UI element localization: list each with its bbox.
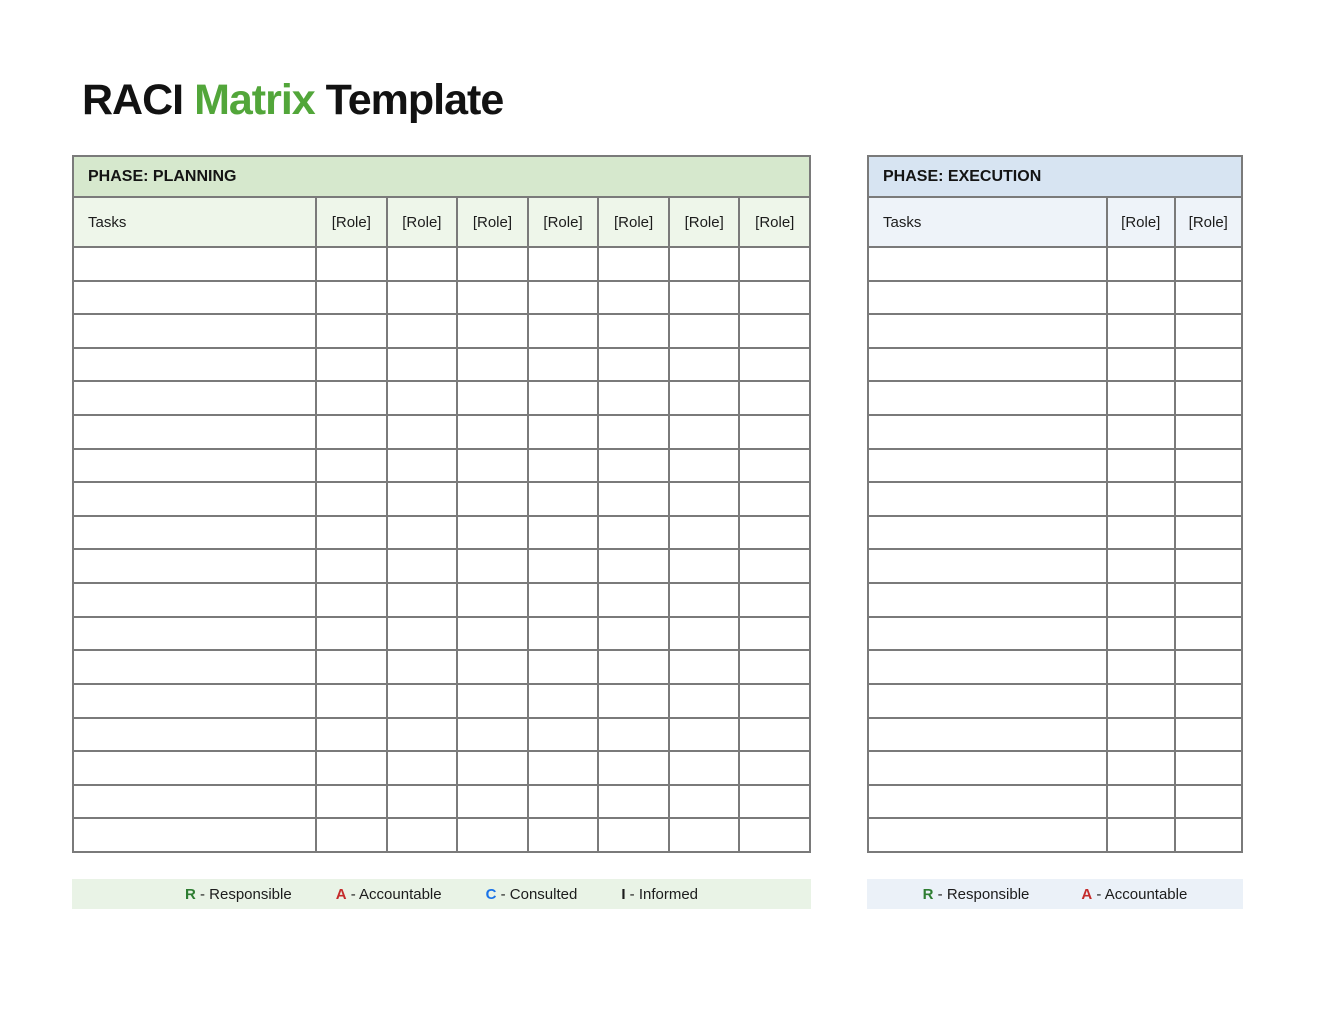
execution-table — [867, 155, 1243, 853]
raci-cell[interactable] — [315, 483, 386, 515]
raci-cell[interactable] — [668, 550, 739, 582]
raci-cell[interactable] — [456, 315, 527, 347]
page-title — [82, 76, 503, 125]
raci-cell[interactable] — [315, 382, 386, 414]
table-row — [869, 382, 1241, 416]
table-row — [74, 517, 809, 551]
legend-letter: C — [485, 885, 497, 903]
raci-cell[interactable] — [1174, 819, 1242, 851]
raci-cell[interactable] — [315, 450, 386, 482]
raci-cell[interactable] — [1106, 651, 1174, 683]
raci-cell[interactable] — [1174, 719, 1242, 751]
raci-cell[interactable] — [527, 584, 598, 616]
table-row — [869, 651, 1241, 685]
raci-cell[interactable] — [668, 819, 739, 851]
task-cell[interactable] — [74, 719, 315, 751]
raci-cell[interactable] — [527, 248, 598, 280]
task-cell[interactable] — [74, 248, 315, 280]
task-cell[interactable] — [869, 315, 1106, 347]
raci-cell[interactable] — [1106, 382, 1174, 414]
raci-cell[interactable] — [527, 752, 598, 784]
raci-cell[interactable] — [456, 416, 527, 448]
raci-cell[interactable] — [386, 819, 457, 851]
legend-item-informed — [621, 886, 698, 903]
planning-column-header-row — [74, 198, 809, 248]
raci-cell[interactable] — [1106, 550, 1174, 582]
raci-cell[interactable] — [386, 315, 457, 347]
raci-cell[interactable] — [738, 618, 809, 650]
raci-cell[interactable] — [1174, 786, 1242, 818]
raci-cell[interactable] — [386, 483, 457, 515]
table-row — [869, 786, 1241, 820]
raci-cell[interactable] — [1106, 752, 1174, 784]
raci-cell[interactable] — [668, 786, 739, 818]
raci-cell[interactable] — [738, 517, 809, 549]
title-part-3: Template — [314, 76, 504, 124]
raci-cell[interactable] — [738, 719, 809, 751]
raci-cell[interactable] — [456, 550, 527, 582]
raci-cell[interactable] — [1106, 315, 1174, 347]
raci-cell[interactable] — [527, 550, 598, 582]
table-row — [74, 685, 809, 719]
task-cell[interactable] — [869, 651, 1106, 683]
raci-cell[interactable] — [1174, 584, 1242, 616]
table-row — [869, 618, 1241, 652]
raci-cell[interactable] — [668, 685, 739, 717]
raci-cell[interactable] — [1106, 819, 1174, 851]
raci-cell[interactable] — [527, 651, 598, 683]
table-row — [74, 719, 809, 753]
raci-cell[interactable] — [1106, 719, 1174, 751]
legend-label: - Responsible — [195, 885, 292, 903]
task-cell[interactable] — [74, 483, 315, 515]
table-row — [74, 282, 809, 316]
table-row — [869, 450, 1241, 484]
task-cell[interactable] — [869, 752, 1106, 784]
raci-cell[interactable] — [315, 651, 386, 683]
task-cell[interactable] — [74, 450, 315, 482]
raci-cell[interactable] — [386, 719, 457, 751]
raci-cell[interactable] — [1106, 416, 1174, 448]
raci-cell[interactable] — [386, 550, 457, 582]
planning-table — [72, 155, 811, 853]
table-row — [869, 719, 1241, 753]
raci-cell[interactable] — [527, 416, 598, 448]
role-column-header[interactable]: [Role] — [597, 198, 668, 246]
task-cell[interactable] — [74, 550, 315, 582]
raci-cell[interactable] — [456, 819, 527, 851]
phase-label: PHASE: EXECUTION — [883, 167, 1042, 185]
raci-cell[interactable] — [738, 651, 809, 683]
raci-cell[interactable] — [456, 651, 527, 683]
table-row — [74, 349, 809, 383]
raci-cell[interactable] — [1106, 786, 1174, 818]
task-cell[interactable] — [869, 382, 1106, 414]
table-row — [869, 349, 1241, 383]
table-row — [74, 752, 809, 786]
task-cell[interactable] — [74, 382, 315, 414]
legend-letter: A — [335, 885, 347, 903]
legend-item-consulted — [486, 886, 578, 903]
raci-cell[interactable] — [597, 752, 668, 784]
raci-cell[interactable] — [738, 349, 809, 381]
raci-cell[interactable] — [668, 248, 739, 280]
tasks-column-header: Tasks — [883, 213, 922, 231]
task-cell[interactable] — [869, 416, 1106, 448]
raci-cell[interactable] — [597, 786, 668, 818]
raci-cell[interactable] — [315, 315, 386, 347]
raci-cell[interactable] — [315, 819, 386, 851]
raci-cell[interactable] — [738, 315, 809, 347]
raci-cell[interactable] — [597, 282, 668, 314]
raci-cell[interactable] — [315, 618, 386, 650]
raci-cell[interactable] — [527, 719, 598, 751]
table-row — [74, 550, 809, 584]
raci-cell[interactable] — [1106, 450, 1174, 482]
raci-cell[interactable] — [456, 450, 527, 482]
raci-cell[interactable] — [527, 315, 598, 347]
raci-cell[interactable] — [1106, 282, 1174, 314]
raci-cell[interactable] — [668, 416, 739, 448]
raci-cell[interactable] — [668, 618, 739, 650]
title-highlight: Matrix — [194, 76, 315, 124]
table-row — [74, 618, 809, 652]
execution-column-header-row — [869, 198, 1241, 248]
execution-table-body — [869, 248, 1241, 851]
legend-label: - Informed — [625, 885, 699, 903]
task-cell[interactable] — [74, 416, 315, 448]
task-cell[interactable] — [74, 651, 315, 683]
raci-cell[interactable] — [668, 315, 739, 347]
phase-label: PHASE: PLANNING — [88, 167, 237, 185]
raci-cell[interactable] — [315, 550, 386, 582]
table-row — [869, 248, 1241, 282]
task-cell[interactable] — [74, 315, 315, 347]
raci-cell[interactable] — [386, 248, 457, 280]
task-cell[interactable] — [869, 584, 1106, 616]
task-cell[interactable] — [74, 584, 315, 616]
raci-cell[interactable] — [386, 618, 457, 650]
raci-cell[interactable] — [386, 786, 457, 818]
raci-cell[interactable] — [597, 382, 668, 414]
raci-cell[interactable] — [1174, 618, 1242, 650]
raci-cell[interactable] — [456, 483, 527, 515]
raci-cell[interactable] — [386, 416, 457, 448]
raci-cell[interactable] — [386, 450, 457, 482]
raci-cell[interactable] — [738, 786, 809, 818]
raci-cell[interactable] — [456, 786, 527, 818]
raci-cell[interactable] — [668, 349, 739, 381]
execution-phase-header — [869, 157, 1241, 198]
raci-cell[interactable] — [668, 450, 739, 482]
task-cell[interactable] — [74, 819, 315, 851]
raci-cell[interactable] — [668, 483, 739, 515]
raci-cell[interactable] — [597, 349, 668, 381]
table-row — [74, 584, 809, 618]
table-row — [74, 450, 809, 484]
table-row — [869, 416, 1241, 450]
role-column-header[interactable]: [Role] — [527, 198, 598, 246]
raci-cell[interactable] — [315, 685, 386, 717]
task-cell[interactable] — [869, 282, 1106, 314]
raci-cell[interactable] — [456, 382, 527, 414]
raci-cell[interactable] — [738, 382, 809, 414]
task-cell[interactable] — [74, 786, 315, 818]
raci-cell[interactable] — [315, 584, 386, 616]
planning-phase-header — [74, 157, 809, 198]
raci-cell[interactable] — [456, 349, 527, 381]
table-row — [869, 315, 1241, 349]
task-cell[interactable] — [74, 349, 315, 381]
raci-cell[interactable] — [1174, 248, 1242, 280]
raci-cell[interactable] — [1174, 483, 1242, 515]
table-row — [869, 584, 1241, 618]
role-column-header[interactable]: [Role] — [668, 198, 739, 246]
raci-cell[interactable] — [527, 517, 598, 549]
raci-cell[interactable] — [527, 819, 598, 851]
raci-cell[interactable] — [1174, 416, 1242, 448]
legend-item-accountable — [1081, 886, 1187, 903]
task-cell[interactable] — [869, 349, 1106, 381]
raci-cell[interactable] — [738, 550, 809, 582]
raci-cell[interactable] — [1174, 550, 1242, 582]
raci-cell[interactable] — [386, 651, 457, 683]
raci-cell[interactable] — [527, 618, 598, 650]
raci-cell[interactable] — [456, 248, 527, 280]
raci-cell[interactable] — [597, 416, 668, 448]
title-part-1: RACI — [82, 76, 195, 124]
planning-table-body — [74, 248, 809, 851]
table-row — [869, 752, 1241, 786]
table-row — [869, 282, 1241, 316]
raci-cell[interactable] — [315, 752, 386, 784]
legend-label: - Accountable — [1092, 885, 1188, 903]
raci-cell[interactable] — [527, 282, 598, 314]
raci-cell[interactable] — [597, 685, 668, 717]
legend-letter: R — [184, 885, 196, 903]
legend-label: - Accountable — [346, 885, 442, 903]
role-column-header[interactable]: [Role] — [738, 198, 809, 246]
task-cell[interactable] — [74, 752, 315, 784]
table-row — [74, 315, 809, 349]
task-cell[interactable] — [869, 685, 1106, 717]
tasks-column-header: Tasks — [88, 213, 127, 231]
role-column-header[interactable]: [Role] — [1174, 198, 1242, 246]
role-column-header[interactable]: [Role] — [1106, 198, 1174, 246]
raci-cell[interactable] — [597, 618, 668, 650]
raci-cell[interactable] — [597, 719, 668, 751]
table-row — [74, 416, 809, 450]
raci-cell[interactable] — [597, 550, 668, 582]
raci-cell[interactable] — [668, 752, 739, 784]
raci-cell[interactable] — [597, 483, 668, 515]
raci-cell[interactable] — [738, 584, 809, 616]
raci-cell[interactable] — [315, 349, 386, 381]
raci-cell[interactable] — [315, 248, 386, 280]
legend-label: - Consulted — [496, 885, 578, 903]
task-cell[interactable] — [74, 282, 315, 314]
raci-cell[interactable] — [527, 786, 598, 818]
raci-cell[interactable] — [597, 517, 668, 549]
raci-cell[interactable] — [1174, 282, 1242, 314]
task-cell[interactable] — [869, 786, 1106, 818]
raci-cell[interactable] — [668, 719, 739, 751]
task-cell[interactable] — [74, 517, 315, 549]
raci-cell[interactable] — [456, 719, 527, 751]
raci-cell[interactable] — [597, 315, 668, 347]
raci-cell[interactable] — [456, 618, 527, 650]
raci-cell[interactable] — [738, 416, 809, 448]
raci-cell[interactable] — [1106, 517, 1174, 549]
raci-cell[interactable] — [1106, 685, 1174, 717]
raci-cell[interactable] — [738, 483, 809, 515]
raci-cell[interactable] — [315, 719, 386, 751]
table-row — [869, 483, 1241, 517]
raci-cell[interactable] — [1174, 315, 1242, 347]
raci-cell[interactable] — [597, 248, 668, 280]
raci-cell[interactable] — [386, 752, 457, 784]
task-cell[interactable] — [869, 248, 1106, 280]
raci-cell[interactable] — [1174, 382, 1242, 414]
raci-cell[interactable] — [738, 248, 809, 280]
raci-cell[interactable] — [738, 282, 809, 314]
legend-letter: I — [621, 885, 626, 903]
raci-cell[interactable] — [668, 282, 739, 314]
raci-cell[interactable] — [315, 416, 386, 448]
task-cell[interactable] — [869, 719, 1106, 751]
raci-cell[interactable] — [386, 584, 457, 616]
role-column-header[interactable]: [Role] — [456, 198, 527, 246]
raci-cell[interactable] — [738, 685, 809, 717]
raci-cell[interactable] — [1106, 349, 1174, 381]
table-row — [74, 248, 809, 282]
raci-cell[interactable] — [1174, 450, 1242, 482]
execution-legend — [867, 879, 1243, 909]
raci-cell[interactable] — [527, 685, 598, 717]
task-cell[interactable] — [869, 450, 1106, 482]
raci-cell[interactable] — [738, 752, 809, 784]
task-cell[interactable] — [74, 618, 315, 650]
planning-legend — [72, 879, 811, 909]
raci-cell[interactable] — [386, 685, 457, 717]
raci-cell[interactable] — [527, 483, 598, 515]
raci-cell[interactable] — [527, 382, 598, 414]
raci-cell[interactable] — [456, 584, 527, 616]
raci-cell[interactable] — [315, 786, 386, 818]
raci-cell[interactable] — [1174, 685, 1242, 717]
table-row — [869, 517, 1241, 551]
raci-cell[interactable] — [738, 450, 809, 482]
legend-label: - Responsible — [933, 885, 1030, 903]
raci-cell[interactable] — [668, 517, 739, 549]
raci-cell[interactable] — [1106, 248, 1174, 280]
raci-cell[interactable] — [1106, 483, 1174, 515]
raci-cell[interactable] — [1174, 651, 1242, 683]
table-row — [869, 819, 1241, 851]
legend-letter: R — [922, 885, 934, 903]
raci-cell[interactable] — [527, 450, 598, 482]
task-cell[interactable] — [869, 550, 1106, 582]
raci-cell[interactable] — [668, 584, 739, 616]
task-cell[interactable] — [869, 618, 1106, 650]
raci-cell[interactable] — [456, 282, 527, 314]
raci-cell[interactable] — [1174, 517, 1242, 549]
raci-cell[interactable] — [738, 819, 809, 851]
table-row — [869, 550, 1241, 584]
raci-cell[interactable] — [1106, 584, 1174, 616]
raci-cell[interactable] — [1174, 752, 1242, 784]
raci-cell[interactable] — [386, 382, 457, 414]
raci-cell[interactable] — [386, 282, 457, 314]
raci-cell[interactable] — [597, 584, 668, 616]
raci-cell[interactable] — [527, 349, 598, 381]
table-row — [869, 685, 1241, 719]
raci-cell[interactable] — [456, 752, 527, 784]
table-row — [74, 382, 809, 416]
table-row — [74, 786, 809, 820]
raci-cell[interactable] — [597, 450, 668, 482]
raci-cell[interactable] — [597, 651, 668, 683]
legend-item-responsible — [923, 886, 1030, 903]
raci-cell[interactable] — [668, 651, 739, 683]
raci-cell[interactable] — [1106, 618, 1174, 650]
table-row — [74, 819, 809, 851]
raci-cell[interactable] — [456, 685, 527, 717]
raci-cell[interactable] — [668, 382, 739, 414]
task-cell[interactable] — [869, 483, 1106, 515]
raci-cell[interactable] — [386, 517, 457, 549]
raci-cell[interactable] — [1174, 349, 1242, 381]
task-cell[interactable] — [869, 517, 1106, 549]
task-cell[interactable] — [869, 819, 1106, 851]
table-row — [74, 651, 809, 685]
legend-item-accountable — [336, 886, 442, 903]
raci-cell[interactable] — [597, 819, 668, 851]
raci-cell[interactable] — [386, 349, 457, 381]
table-row — [74, 483, 809, 517]
raci-cell[interactable] — [456, 517, 527, 549]
legend-letter: A — [1081, 885, 1093, 903]
raci-cell[interactable] — [315, 517, 386, 549]
role-column-header[interactable]: [Role] — [315, 198, 386, 246]
legend-item-responsible — [185, 886, 292, 903]
raci-cell[interactable] — [315, 282, 386, 314]
role-column-header[interactable]: [Role] — [386, 198, 457, 246]
task-cell[interactable] — [74, 685, 315, 717]
